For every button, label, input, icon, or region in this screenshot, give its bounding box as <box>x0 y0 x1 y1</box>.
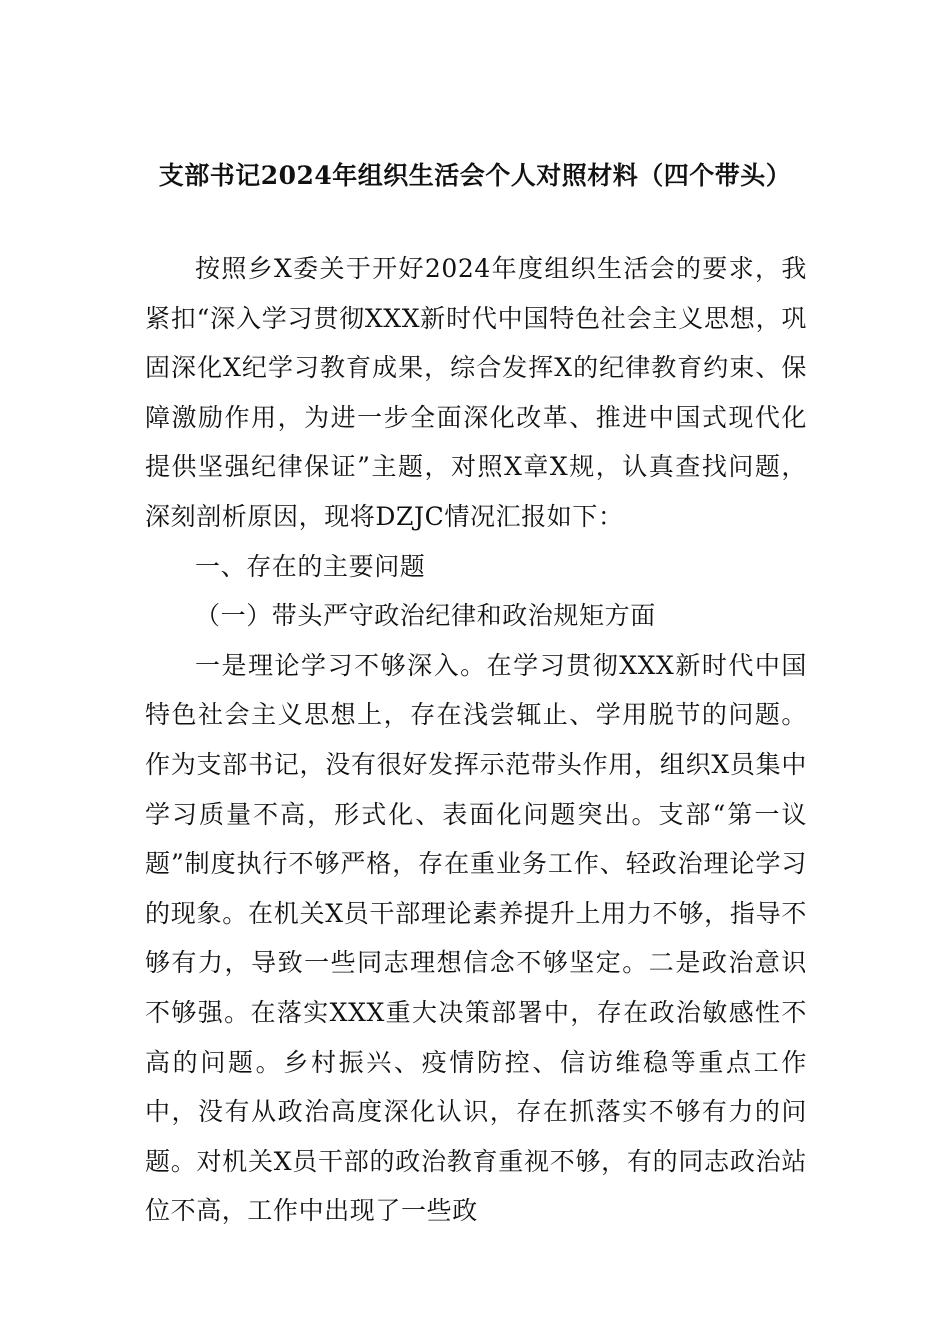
intro-paragraph: 按照乡X委关于开好2024年度组织生活会的要求，我紧扣“深入学习贯彻XXX新时代中国特色社会主义思想，巩固深化X纪学习教育成果，综合发挥X的纪律教育约束、保障激励作用，为进一步全面深化改革、推进中国式现代化提供坚强纪律保证”主题，对照X章X规，认真查找问题，深刻剖析原因，现将DZJC情况汇报如下： <box>145 254 807 531</box>
document-body <box>145 244 807 1236</box>
section-heading: 一、存在的主要问题 <box>195 551 426 581</box>
document-title: 支部书记2024年组织生活会个人对照材料（四个带头） <box>158 161 792 190</box>
body-paragraph: 一是理论学习不够深入。在学习贯彻XXX新时代中国特色社会主义思想上，存在浅尝辄止、学用脱节的问题。作为支部书记，没有很好发挥示范带头作用，组织X员集中学习质量不高，形式化、表面化问题突出。支部“第一议题”制度执行不够严格，存在重业务工作、轻政治理论学习的现象。在机关X员干部理论素养提升上用力不够，指导不够有力，导致一些同志理想信念不够坚定。二是政治意识不够强。在落实XXX重大决策部署中，存在政治敏感性不高的问题。乡村振兴、疫情防控、信访维稳等重点工作中，没有从政治高度深化认识，存在抓落实不够有力的问题。对机关X员干部的政治教育重视不够，有的同志政治站位不高，工作中出现了一些政 <box>145 650 807 1226</box>
subsection-heading: （一）带头严守政治纪律和政治规矩方面 <box>195 601 656 631</box>
